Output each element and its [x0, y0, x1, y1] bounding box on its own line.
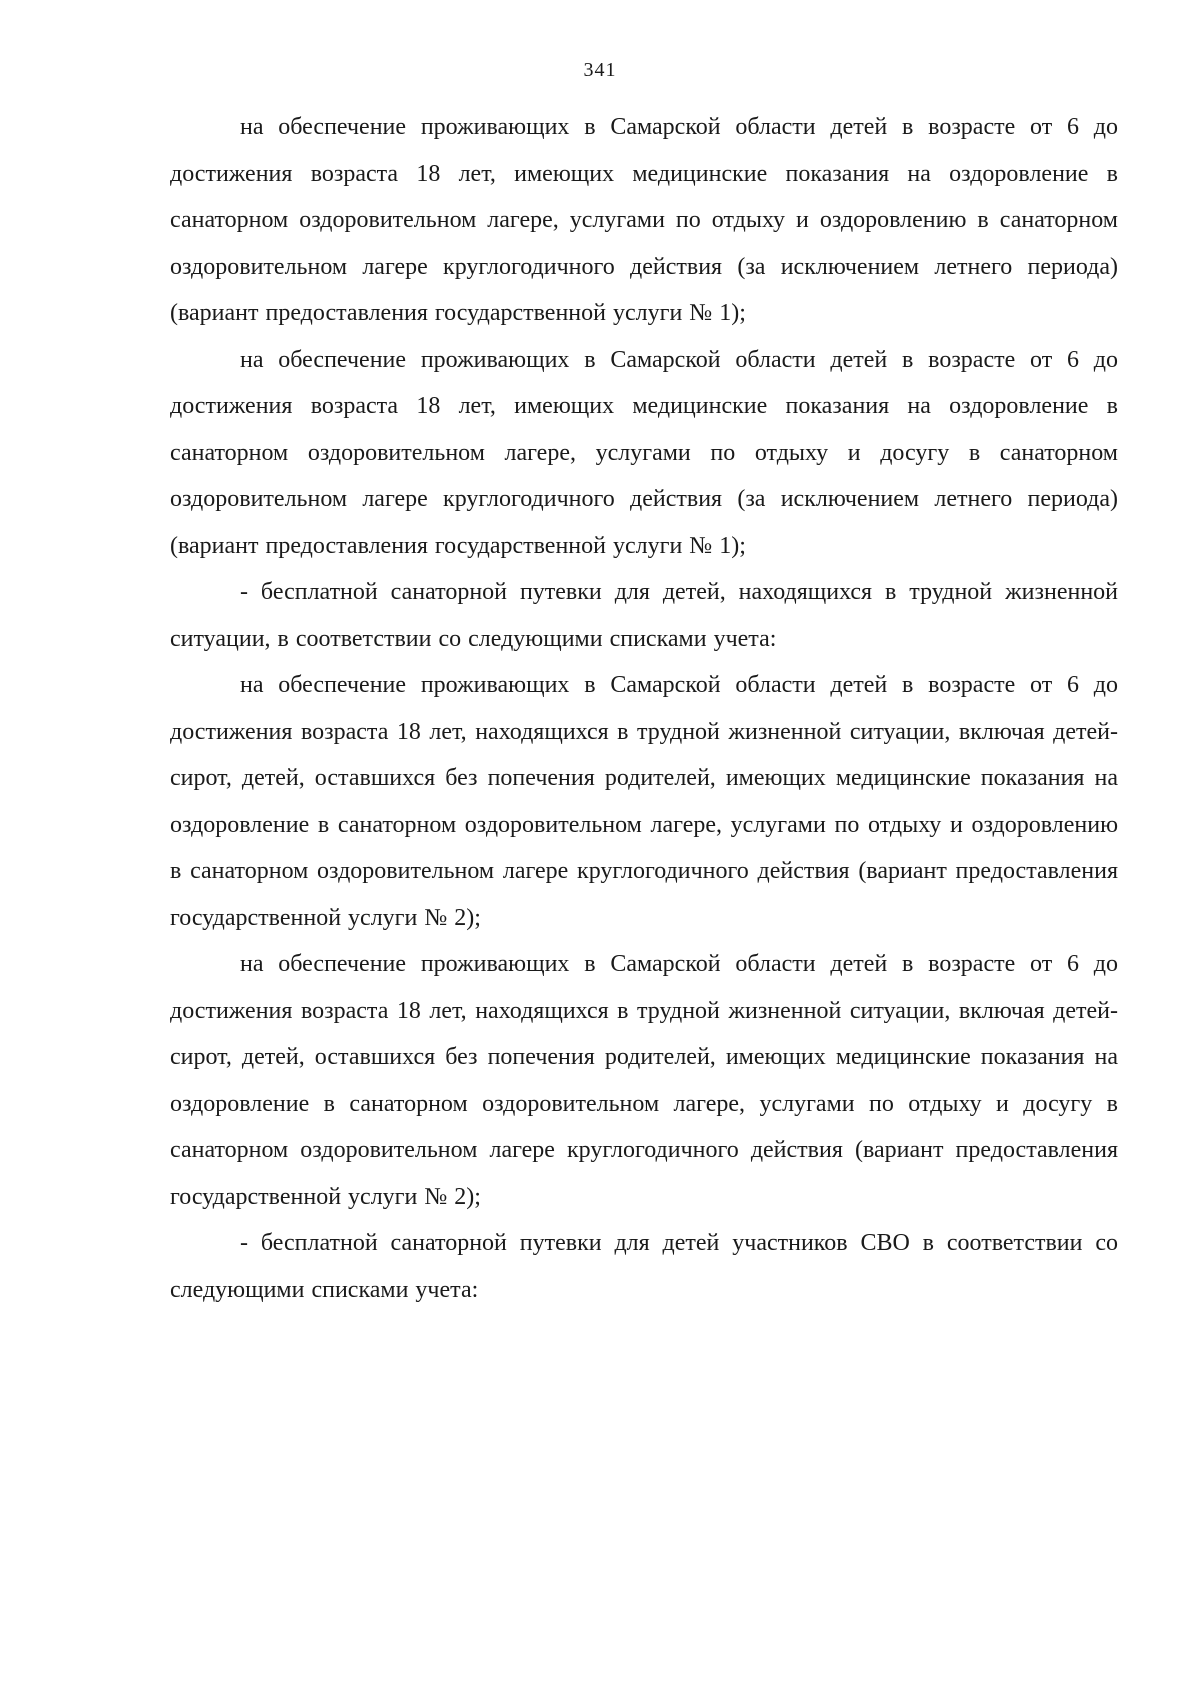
page-number: 341 [583, 59, 617, 81]
paragraph-2: на обеспечение проживающих в Самарской области детей в возрасте от 6 до достижения возраста 18 лет, имеющих медицинские показания на оздоровление в санаторном оздоровительном лагере, услугами по отдыху и досугу в санаторном оздоровительном лагере круглогодичного действия (за исключением летнего периода) (вариант предоставления государственной услуги № 1); [170, 346, 1118, 559]
paragraph-6: - бесплатной санаторной путевки для детей участников СВО в соответствии со следующими списками учета: [170, 1230, 1118, 1303]
document-body [170, 104, 1118, 1313]
paragraph-4: на обеспечение проживающих в Самарской области детей в возрасте от 6 до достижения возраста 18 лет, находящихся в трудной жизненной ситуации, включая детей-сирот, детей, оставшихся без попечения родителей, имеющих медицинские показания на оздоровление в санаторном оздоровительном лагере, услугами по отдыху и оздоровлению в санаторном оздоровительном лагере круглогодичного действия (вариант предоставления государственной услуги № 2); [170, 672, 1118, 931]
paragraph-1: на обеспечение проживающих в Самарской области детей в возрасте от 6 до достижения возраста 18 лет, имеющих медицинские показания на оздоровление в санаторном оздоровительном лагере, услугами по отдыху и оздоровлению в санаторном оздоровительном лагере круглогодичного действия (за исключением летнего периода) (вариант предоставления государственной услуги № 1); [170, 114, 1118, 326]
paragraph-5: на обеспечение проживающих в Самарской области детей в возрасте от 6 до достижения возраста 18 лет, находящихся в трудной жизненной ситуации, включая детей-сирот, детей, оставшихся без попечения родителей, имеющих медицинские показания на оздоровление в санаторном оздоровительном лагере, услугами по отдыху и досугу в санаторном оздоровительном лагере круглогодичного действия (вариант предоставления государственной услуги № 2); [170, 951, 1118, 1210]
paragraph-3: - бесплатной санаторной путевки для детей, находящихся в трудной жизненной ситуации, в соответствии со следующими списками учета: [170, 579, 1118, 652]
